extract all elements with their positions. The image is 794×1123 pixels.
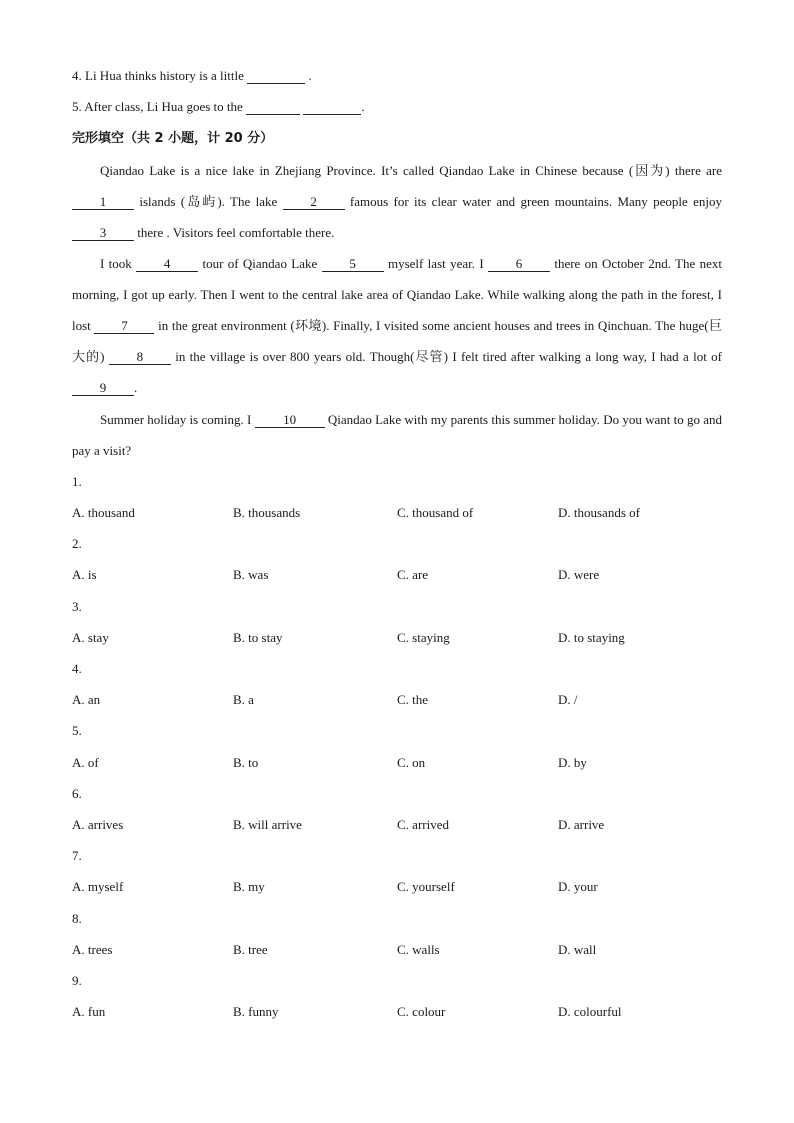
- option-c[interactable]: C. thousand of: [397, 505, 474, 520]
- item-5-end: .: [361, 99, 365, 114]
- option-b[interactable]: B. will arrive: [233, 817, 302, 832]
- passage-paragraph-3: [72, 404, 722, 466]
- option-c[interactable]: C. staying: [397, 630, 450, 645]
- option-b[interactable]: B. to: [233, 755, 259, 770]
- option-a[interactable]: A. trees: [72, 942, 113, 957]
- passage-text: I took: [100, 256, 137, 271]
- passage-text: Summer holiday is coming. I: [100, 412, 255, 427]
- option-d[interactable]: D. by: [558, 755, 587, 770]
- blank-5[interactable]: 5: [322, 257, 384, 272]
- question-number: 8.: [72, 911, 82, 926]
- option-d[interactable]: D. arrive: [558, 817, 605, 832]
- passage-text: .: [134, 380, 138, 395]
- question-number: 2.: [72, 536, 82, 551]
- question-number: 6.: [72, 786, 82, 801]
- item-4-text: 4. Li Hua thinks history is a little: [72, 68, 248, 83]
- option-b[interactable]: B. tree: [233, 942, 268, 957]
- option-b[interactable]: B. thousands: [233, 505, 301, 520]
- item-4: [72, 68, 312, 84]
- option-c[interactable]: C. on: [397, 755, 426, 770]
- option-a[interactable]: A. an: [72, 692, 101, 707]
- option-a[interactable]: A. is: [72, 567, 97, 582]
- blank-6[interactable]: 6: [488, 257, 550, 272]
- blank-2[interactable]: 2: [283, 195, 345, 210]
- passage-text: Qiandao Lake is a nice lake in Zhejiang Province. It’s called Qiandao Lake in Chinese because (因为) there are: [100, 163, 722, 178]
- option-c[interactable]: C. walls: [397, 942, 440, 957]
- passage-text: myself last year. I: [383, 256, 488, 271]
- section-title: 完形填空（共 2 小题，计 20 分）: [72, 131, 274, 146]
- item-5-text: 5. After class, Li Hua goes to the: [72, 99, 247, 114]
- option-b[interactable]: B. was: [233, 567, 269, 582]
- blank-7[interactable]: 7: [94, 319, 154, 334]
- option-c[interactable]: C. colour: [397, 1004, 446, 1019]
- option-b[interactable]: B. funny: [233, 1004, 279, 1019]
- answer-blank[interactable]: [247, 69, 305, 84]
- option-d[interactable]: D. colourful: [558, 1004, 622, 1019]
- option-a[interactable]: A. of: [72, 755, 99, 770]
- option-a[interactable]: A. thousand: [72, 505, 135, 520]
- answer-blank[interactable]: [246, 100, 300, 115]
- question-number: 5.: [72, 723, 82, 738]
- passage-text: in the village is over 800 years old. Though(尽管) I felt tired after walking a long way, I had a lot of: [170, 349, 722, 364]
- passage-paragraph-2: [72, 248, 722, 403]
- option-b[interactable]: B. my: [233, 879, 265, 894]
- passage-text: there . Visitors feel comfortable there.: [134, 225, 335, 240]
- question-number: 4.: [72, 661, 82, 676]
- option-d[interactable]: D. thousands of: [558, 505, 640, 520]
- question-number: 7.: [72, 848, 82, 863]
- passage-text: there on October 2nd. The next morning, I got up early. Then I went to the central lake area of Qiandao Lake. While walking along the path in the forest, I lost: [72, 256, 722, 333]
- option-d[interactable]: D. wall: [558, 942, 597, 957]
- passage-text: tour of Qiandao Lake: [198, 256, 322, 271]
- question-number: 9.: [72, 973, 82, 988]
- option-b[interactable]: B. to stay: [233, 630, 283, 645]
- option-c[interactable]: C. the: [397, 692, 429, 707]
- option-b[interactable]: B. a: [233, 692, 254, 707]
- option-a[interactable]: A. myself: [72, 879, 124, 894]
- blank-4[interactable]: 4: [136, 257, 198, 272]
- answer-blank[interactable]: [303, 100, 361, 115]
- blank-1[interactable]: 1: [72, 195, 134, 210]
- option-a[interactable]: A. stay: [72, 630, 109, 645]
- blank-10[interactable]: 10: [255, 413, 325, 428]
- item-4-end: .: [305, 68, 312, 83]
- option-a[interactable]: A. arrives: [72, 817, 124, 832]
- question-number: 1.: [72, 474, 82, 489]
- option-d[interactable]: D. /: [558, 692, 578, 707]
- blank-8[interactable]: 8: [109, 350, 171, 365]
- passage-paragraph-1: [72, 155, 722, 248]
- question-number: 3.: [72, 599, 82, 614]
- option-c[interactable]: C. arrived: [397, 817, 449, 832]
- passage-text: Qiandao Lake with my parents this summer holiday. Do you want to go and pay a visit?: [72, 412, 722, 458]
- option-d[interactable]: D. your: [558, 879, 598, 894]
- item-5: [72, 99, 365, 115]
- passage-text: in the great environment (环境). Finally, I visited some ancient houses and trees in Qinchuan. The huge(巨大的): [72, 318, 722, 364]
- passage-text: islands (岛屿). The lake: [134, 194, 283, 209]
- option-d[interactable]: D. to staying: [558, 630, 625, 645]
- blank-3[interactable]: 3: [72, 226, 134, 241]
- option-d[interactable]: D. were: [558, 567, 600, 582]
- option-c[interactable]: C. are: [397, 567, 429, 582]
- option-c[interactable]: C. yourself: [397, 879, 455, 894]
- passage-text: famous for its clear water and green mountains. Many people enjoy: [344, 194, 722, 209]
- option-a[interactable]: A. fun: [72, 1004, 106, 1019]
- blank-9[interactable]: 9: [72, 381, 134, 396]
